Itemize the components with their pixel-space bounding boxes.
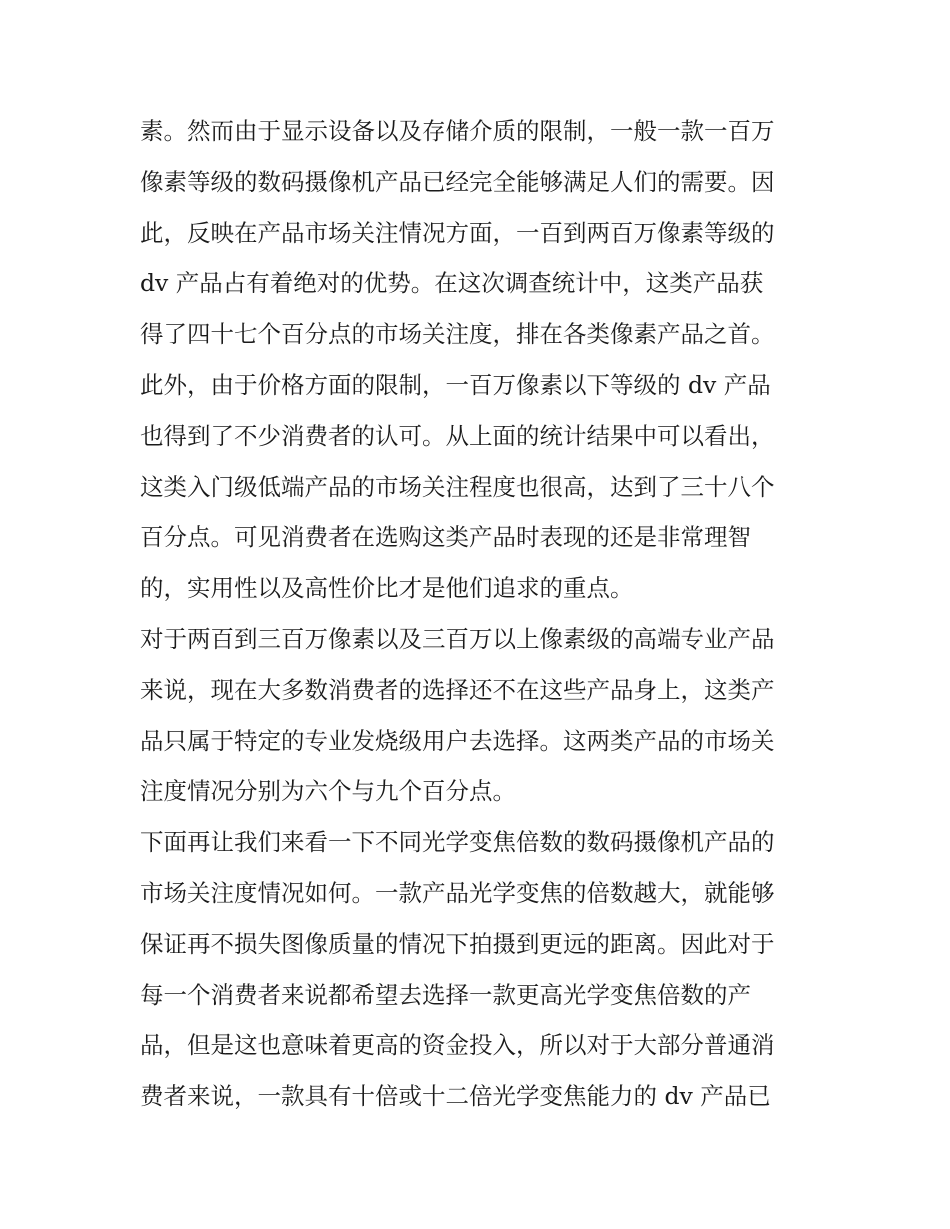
text-line: 市场关注度情况如何。一款产品光学变焦的倍数越大，就能够: [140, 878, 775, 907]
text-line: 百分点。可见消费者在选购这类产品时表现的还是非常理智: [140, 523, 751, 552]
text-line: 这类入门级低端产品的市场关注程度也很高，达到了三十八个: [140, 472, 775, 501]
text-line: 费者来说，一款具有十倍或十二倍光学变焦能力的 dv 产品已: [140, 1082, 771, 1111]
text-line: 品只属于特定的专业发烧级用户去选择。这两类产品的市场关: [140, 726, 775, 755]
text-line: 下面再让我们来看一下不同光学变焦倍数的数码摄像机产品的: [140, 828, 775, 857]
text-line: 的，实用性以及高性价比才是他们追求的重点。: [140, 574, 634, 603]
text-line: 注度情况分别为六个与九个百分点。: [140, 777, 516, 806]
text-line: 也得到了不少消费者的认可。从上面的统计结果中可以看出，: [140, 421, 775, 450]
text-line: 保证再不损失图像质量的情况下拍摄到更远的距离。因此对于: [140, 929, 775, 958]
text-line: 来说，现在大多数消费者的选择还不在这些产品身上，这类产: [140, 675, 775, 704]
text-line: 此，反映在产品市场关注情况方面，一百到两百万像素等级的: [140, 218, 775, 247]
document-body: [140, 106, 820, 1122]
text-line: 素。然而由于显示设备以及存储介质的限制，一般一款一百万: [140, 117, 775, 145]
text-line: 得了四十七个百分点的市场关注度，排在各类像素产品之首。: [140, 320, 775, 349]
text-line: 每一个消费者来说都希望去选择一款更高光学变焦倍数的产: [140, 980, 751, 1009]
text-line: 像素等级的数码摄像机产品已经完全能够满足人们的需要。因: [140, 167, 775, 196]
text-line: 对于两百到三百万像素以及三百万以上像素级的高端专业产品: [140, 624, 775, 653]
text-line: dv 产品占有着绝对的优势。在这次调查统计中，这类产品获: [140, 269, 764, 298]
text-line: 此外，由于价格方面的限制，一百万像素以下等级的 dv 产品: [140, 370, 771, 399]
text-line: 品，但是这也意味着更高的资金投入，所以对于大部分普通消: [140, 1031, 775, 1060]
